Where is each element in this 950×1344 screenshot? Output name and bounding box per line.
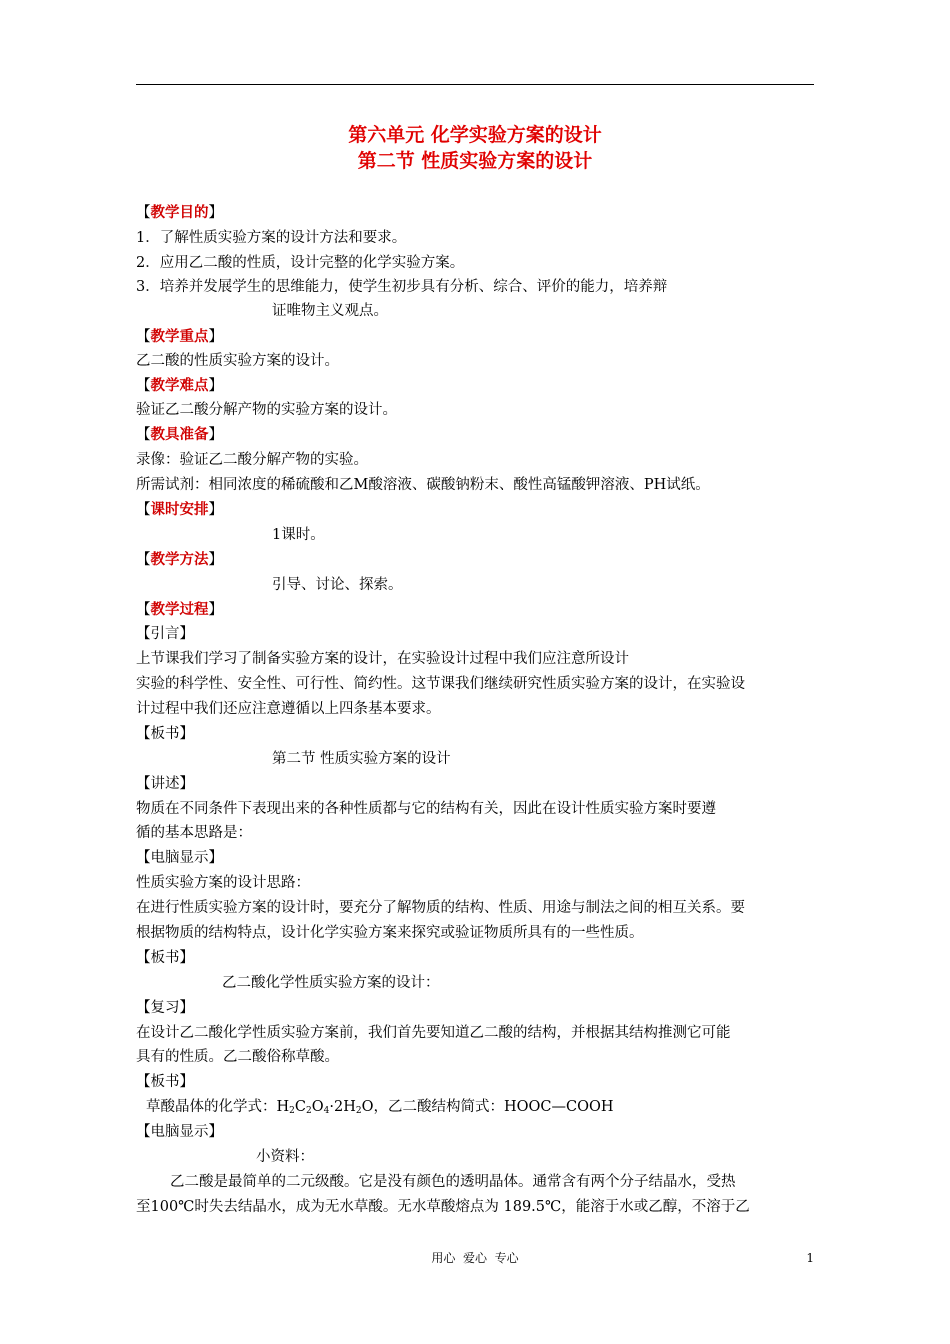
label-board-2: 【板书】 <box>136 950 194 966</box>
unit-title: 第六单元 化学实验方案的设计 <box>348 124 602 146</box>
key-points-text: 乙二酸的性质实验方案的设计。 <box>136 353 339 369</box>
label-board-3: 【板书】 <box>136 1074 194 1090</box>
page-number: 1 <box>806 1251 814 1265</box>
tools-line-1: 录像：验证乙二酸分解产物的实验。 <box>136 452 368 468</box>
heading-tools: 【教具准备】 <box>136 427 223 443</box>
label-intro: 【引言】 <box>136 626 194 642</box>
intro-line-3: 计过程中我们还应注意遵循以上四条基本要求。 <box>136 701 441 717</box>
intro-line-1: 上节课我们学习了制备实验方案的设计，在实验设计过程中我们应注意所设计 <box>136 651 629 667</box>
screen-1-line-1: 性质实验方案的设计思路： <box>136 875 310 891</box>
heading-schedule: 【课时安排】 <box>136 502 223 518</box>
schedule-text: 1课时。 <box>272 527 325 543</box>
difficulties-text: 验证乙二酸分解产物的实验方案的设计。 <box>136 402 397 418</box>
narrate-line-1: 物质在不同条件下表现出来的各种性质都与它的结构有关，因此在设计性质实验方案时要遵 <box>136 801 716 817</box>
objective-3: 3．培养并发展学生的思维能力，使学生初步具有分析、综合、评价的能力，培养辩 <box>136 279 668 295</box>
info-line-1: 乙二酸是最简单的二元级酸。它是没有颜色的透明晶体。通常含有两个分子结晶水，受热 <box>170 1174 736 1190</box>
section-title: 第二节 性质实验方案的设计 <box>357 150 593 172</box>
heading-process: 【教学过程】 <box>136 602 223 618</box>
heading-method: 【教学方法】 <box>136 552 223 568</box>
review-line-2: 具有的性质。乙二酸俗称草酸。 <box>136 1049 339 1065</box>
info-line-2: 至100℃时失去结晶水，成为无水草酸。无水草酸熔点为 189.5℃，能溶于水或乙醇，不溶于乙 <box>136 1199 750 1215</box>
info-title: 小资料： <box>256 1149 314 1165</box>
heading-key-points: 【教学重点】 <box>136 329 223 345</box>
board-2-text: 乙二酸化学性质实验方案的设计： <box>222 975 440 991</box>
label-review: 【复习】 <box>136 1000 194 1016</box>
label-screen-1: 【电脑显示】 <box>136 850 223 866</box>
board-1-text: 第二节 性质实验方案的设计 <box>272 751 451 767</box>
objective-3-cont: 证唯物主义观点。 <box>272 303 388 319</box>
heading-objectives: 【教学目的】 <box>136 205 223 221</box>
heading-difficulties: 【教学难点】 <box>136 378 223 394</box>
header-rule <box>136 84 814 85</box>
objective-2: 2．应用乙二酸的性质，设计完整的化学实验方案。 <box>136 255 465 271</box>
screen-1-line-3: 根据物质的结构特点，设计化学实验方案来探究或验证物质所具有的一些性质。 <box>136 925 644 941</box>
label-screen-2: 【电脑显示】 <box>136 1124 223 1140</box>
label-board-1: 【板书】 <box>136 726 194 742</box>
objective-1: 1．了解性质实验方案的设计方法和要求。 <box>136 230 407 246</box>
page-footer: 用心 爱心 专心 <box>431 1251 519 1265</box>
tools-line-2: 所需试剂：相同浓度的稀硫酸和乙M酸溶液、碳酸钠粉末、酸性高锰酸钾溶液、PH试纸。 <box>136 477 710 493</box>
screen-1-line-2: 在进行性质实验方案的设计时，要充分了解物质的结构、性质、用途与制法之间的相互关系。要 <box>136 900 745 916</box>
intro-line-2: 实验的科学性、安全性、可行性、简约性。这节课我们继续研究性质实验方案的设计，在实验设 <box>136 676 745 692</box>
label-narrate: 【讲述】 <box>136 776 194 792</box>
method-text: 引导、讨论、探索。 <box>272 577 403 593</box>
review-line-1: 在设计乙二酸化学性质实验方案前，我们首先要知道乙二酸的结构，并根据其结构推测它可能 <box>136 1025 731 1041</box>
formula-line: 草酸晶体的化学式：$H_2C_2O_4\cdot 2H_2O$，乙二酸结构简式：HOOC—COOH <box>146 1099 614 1116</box>
narrate-line-2: 循的基本思路是： <box>136 825 252 841</box>
